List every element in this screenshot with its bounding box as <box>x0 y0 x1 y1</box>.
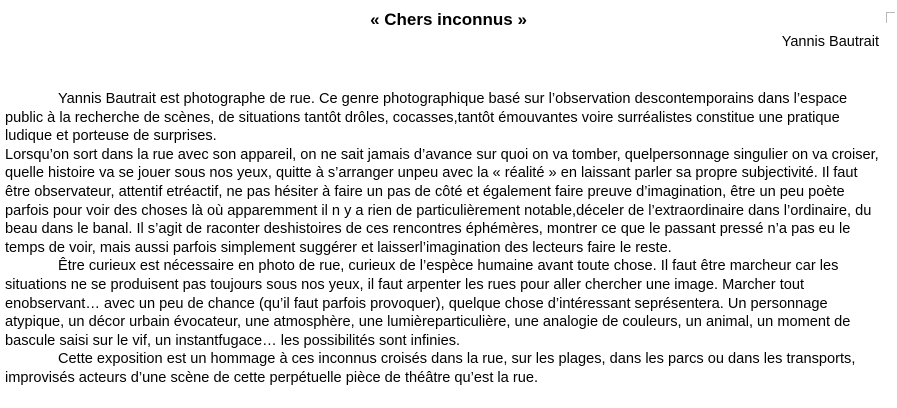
paragraph-exhibition: Cette exposition est un hommage à ces inconnus croisés dans la rue, sur les plages, dans les parcs ou dans les transports, improvisés acteurs d’une scène de cette perpétuelle pièce de théâtre qu’est la rue. <box>5 351 856 386</box>
paragraph-curiosity: Être curieux est nécessaire en photo de rue, curieux de l’espèce humaine avant toute chose. Il faut être marcheur car les situations ne se produisent pas toujours sous nos yeux, il faut arpenter les rues pour aller chercher une image. Marcher tout enobservant… avec un peu de chance (qu’il faut parfois provoquer), quelque chose d’intéressant seprésentera. Un personnage atypique, un décor urbain évocateur, une atmosphère, une lumièreparticulière, une analogie de couleurs, un animal, un moment de bascule saisi sur le vif, un instantfugace… les possibilités sont infinies. <box>5 258 851 349</box>
document-body <box>5 90 881 388</box>
paragraph-street: Lorsqu’on sort dans la rue avec son appareil, on ne sait jamais d’avance sur quoi on va tomber, quelpersonnage singulier on va croiser, quelle histoire va se jouer sous nos yeux, quitte à s’arranger unpeu avec la « réalité » en laissant parler sa propre subjectivité. Il faut être observateur, attentif etréactif, ne pas hésiter à faire un pas de côté et également faire preuve d’imagination, être un peu poète parfois pour voir des choses là où apparemment il n y a rien de particulièrement notable,déceler de l’extraordinaire dans l’ordinaire, du beau dans le banal. Il s’agit de raconter deshistoires de ces rencontres éphémères, montrer ce que le passant pressé n’a pas eu le temps de voir, mais aussi parfois simplement suggérer et laisserl’imagination des lecteurs faire le reste. <box>5 146 879 256</box>
paragraph-intro: Yannis Bautrait est photographe de rue. Ce genre photographique basé sur l’observation descontemporains dans l’espace public à la recherche de scènes, de situations tantôt drôles, cocasses,tantôt émouvantes voire surréalistes constitue une pratique ludique et porteuse de surprises. <box>5 91 848 145</box>
document-author: Yannis Bautrait <box>781 34 879 50</box>
document-title: « Chers inconnus » <box>370 10 527 29</box>
